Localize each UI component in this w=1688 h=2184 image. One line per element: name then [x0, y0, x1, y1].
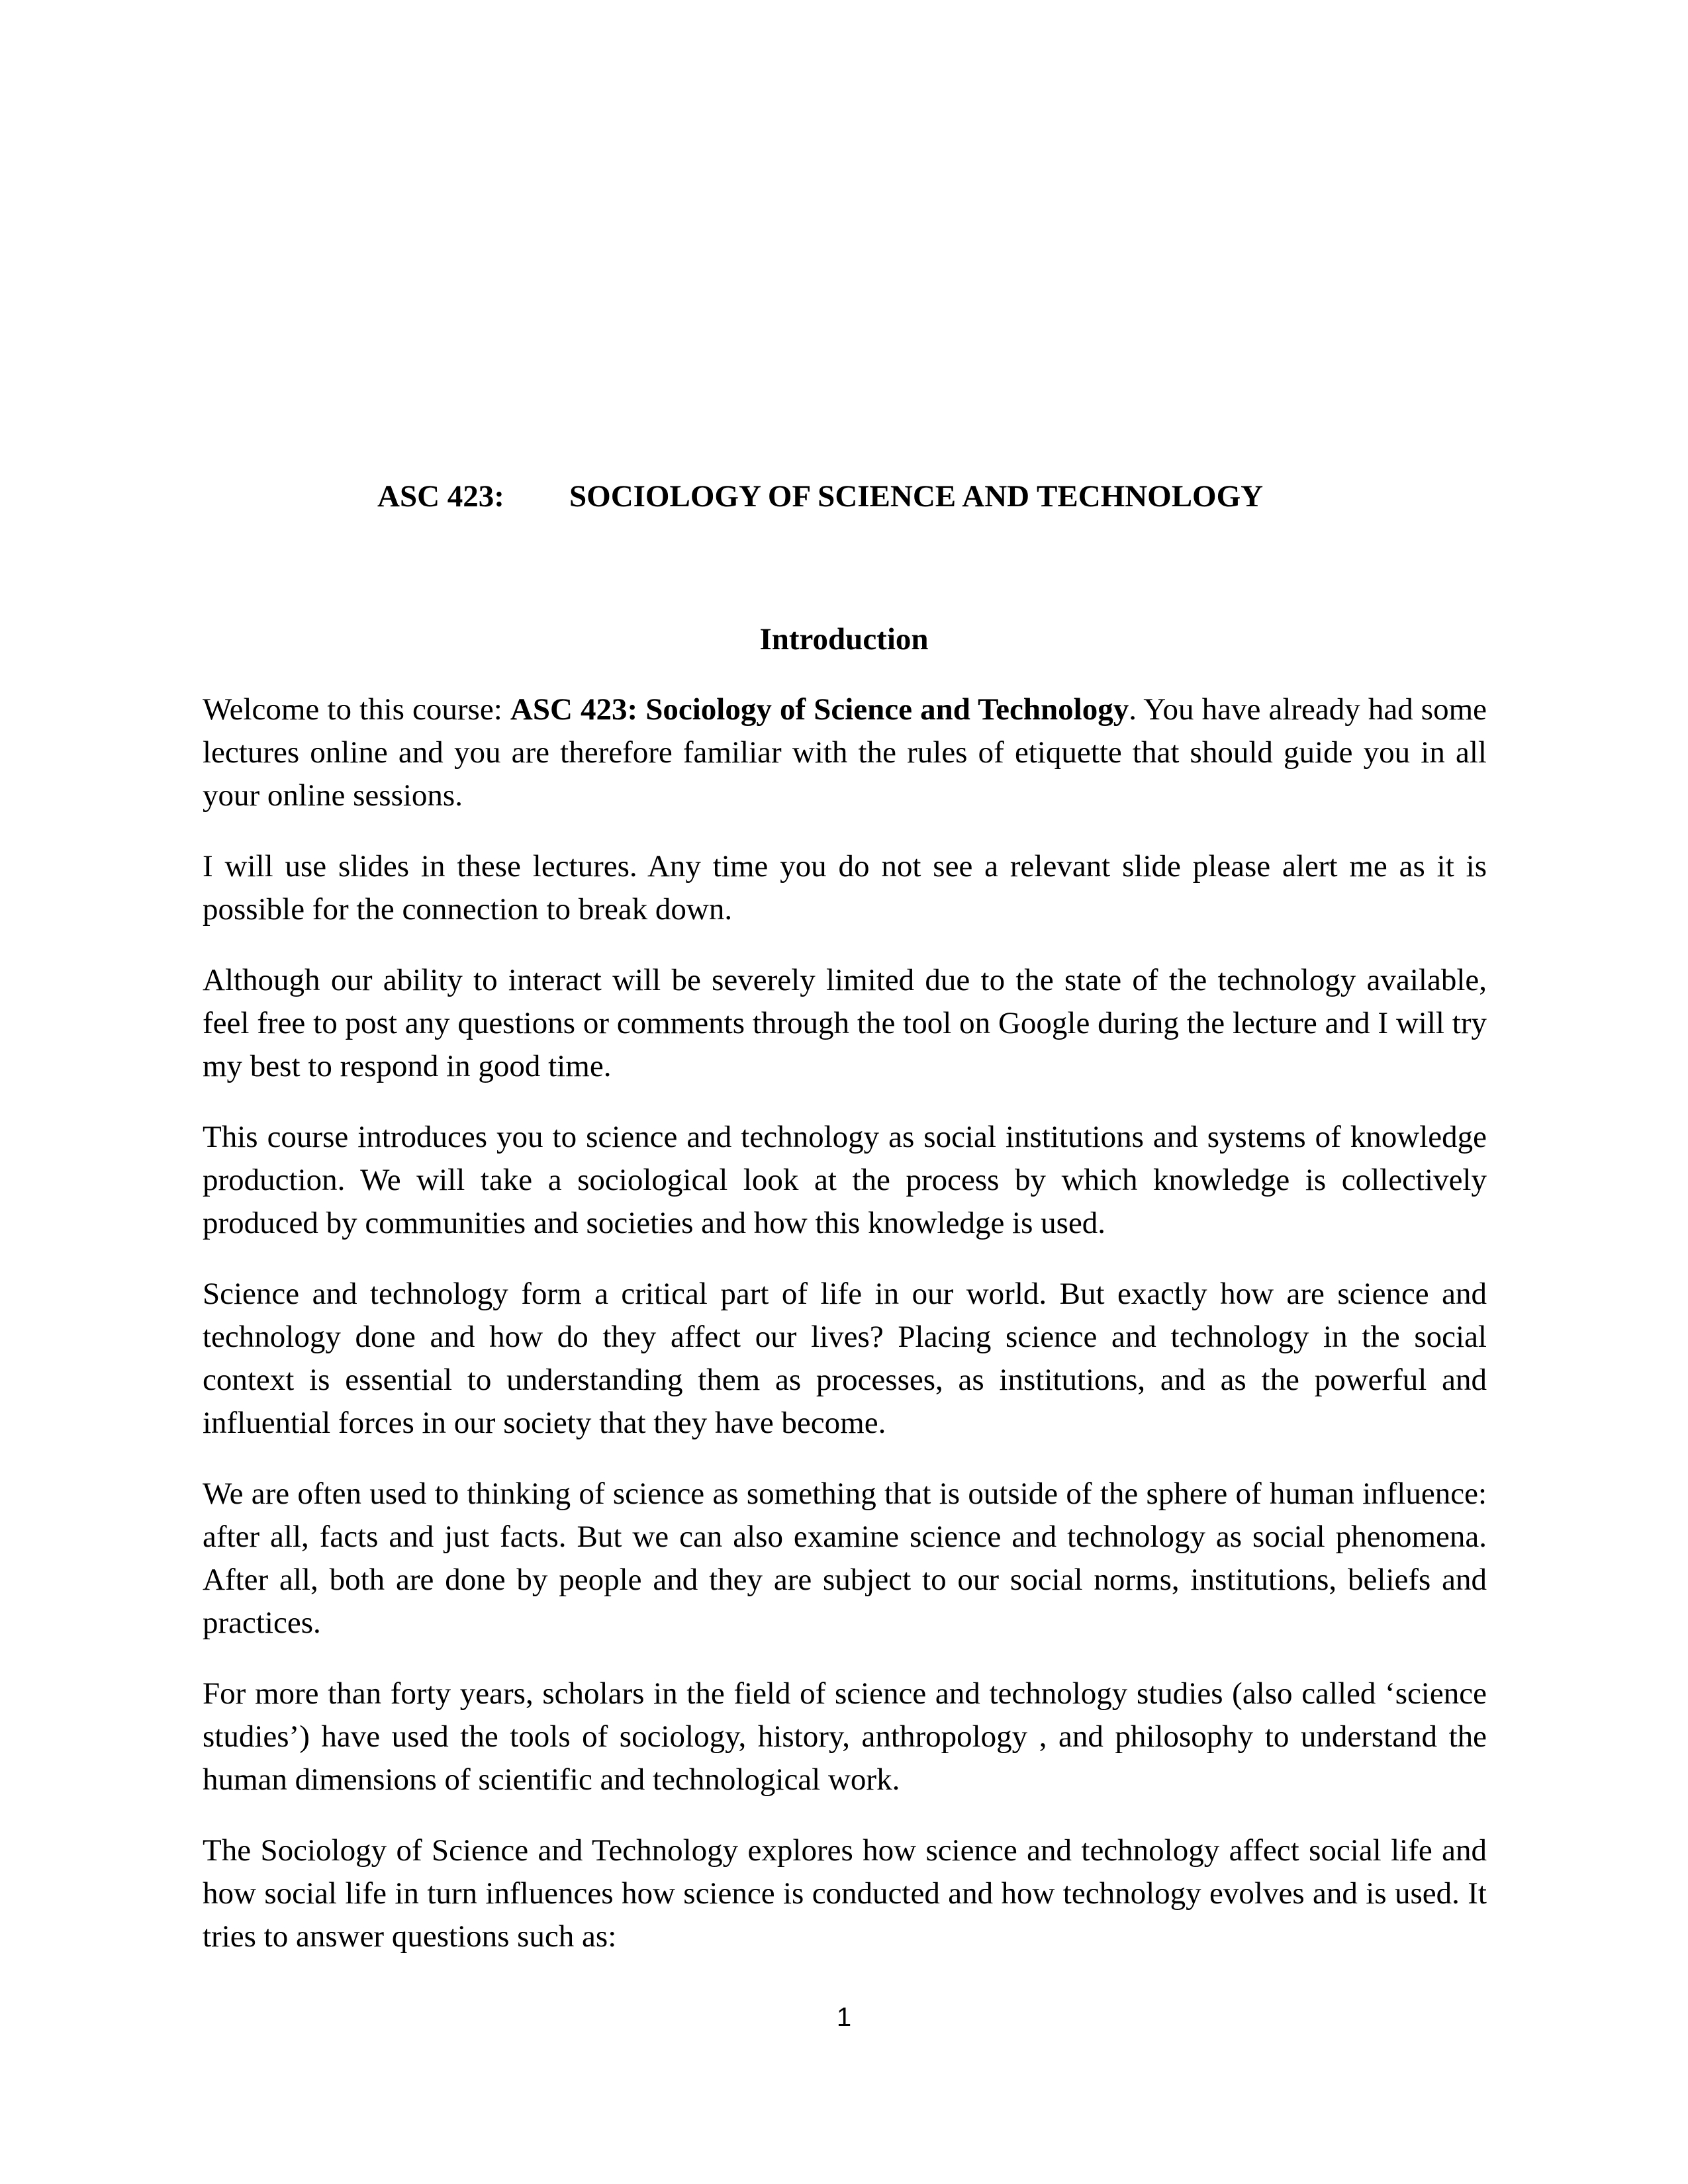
- paragraph-course-intro: This course introduces you to science and technology as social institutions and systems of knowledge production. We will take a sociological look at the process by which knowledge is collectively produced by communities and societies and how this knowledge is used.: [203, 1120, 1487, 1240]
- body-text: [203, 688, 1487, 1986]
- course-title: [377, 478, 1370, 515]
- section-heading: Introduction: [759, 622, 929, 657]
- course-name: SOCIOLOGY OF SCIENCE AND TECHNOLOGY: [569, 479, 1264, 514]
- page-number: 1: [836, 2003, 852, 2032]
- paragraph-science-life: Science and technology form a critical part of life in our world. But exactly how are science and technology done and how do they affect our lives? Placing science and technology in the social context is essential to understanding them as processes, as institutions, and as the powerful and influential forces in our society that they have become.: [203, 1277, 1487, 1440]
- paragraph-questions: The Sociology of Science and Technology explores how science and technology affect social life and how social life in turn influences how science is conducted and how technology evolves and is used. It tries to answer questions such as:: [203, 1833, 1487, 1954]
- paragraph-science-studies: For more than forty years, scholars in the field of science and technology studies (also called ‘science studies’) have used the tools of sociology, history, anthropology , and philosophy to understand the human dimensions of scientific and technological work.: [203, 1676, 1487, 1797]
- paragraph-social-phenomena: We are often used to thinking of science as something that is outside of the sphere of human influence: after all, facts and just facts. But we can also examine science and technology as social phenomena. After all, both are done by people and they are subject to our social norms, institutions, beliefs and practices.: [203, 1477, 1487, 1640]
- paragraph-welcome: [203, 688, 1487, 817]
- paragraph-interaction: Although our ability to interact will be severely limited due to the state of the technology available, feel free to post any questions or comments through the tool on Google during the lecture and I will try my best to respond in good time.: [203, 963, 1487, 1083]
- paragraph-welcome-rest: . You have already had some lectures online and you are therefore familiar with the rules of etiquette that should guide you in all your online sessions.: [203, 692, 1487, 813]
- paragraph-welcome-course: ASC 423: Sociology of Science and Technology: [510, 692, 1129, 727]
- paragraph-slides: I will use slides in these lectures. Any time you do not see a relevant slide please alert me as it is possible for the connection to break down.: [203, 849, 1487, 927]
- paragraph-welcome-lead: Welcome to this course:: [203, 692, 510, 727]
- course-code: ASC 423:: [377, 479, 504, 514]
